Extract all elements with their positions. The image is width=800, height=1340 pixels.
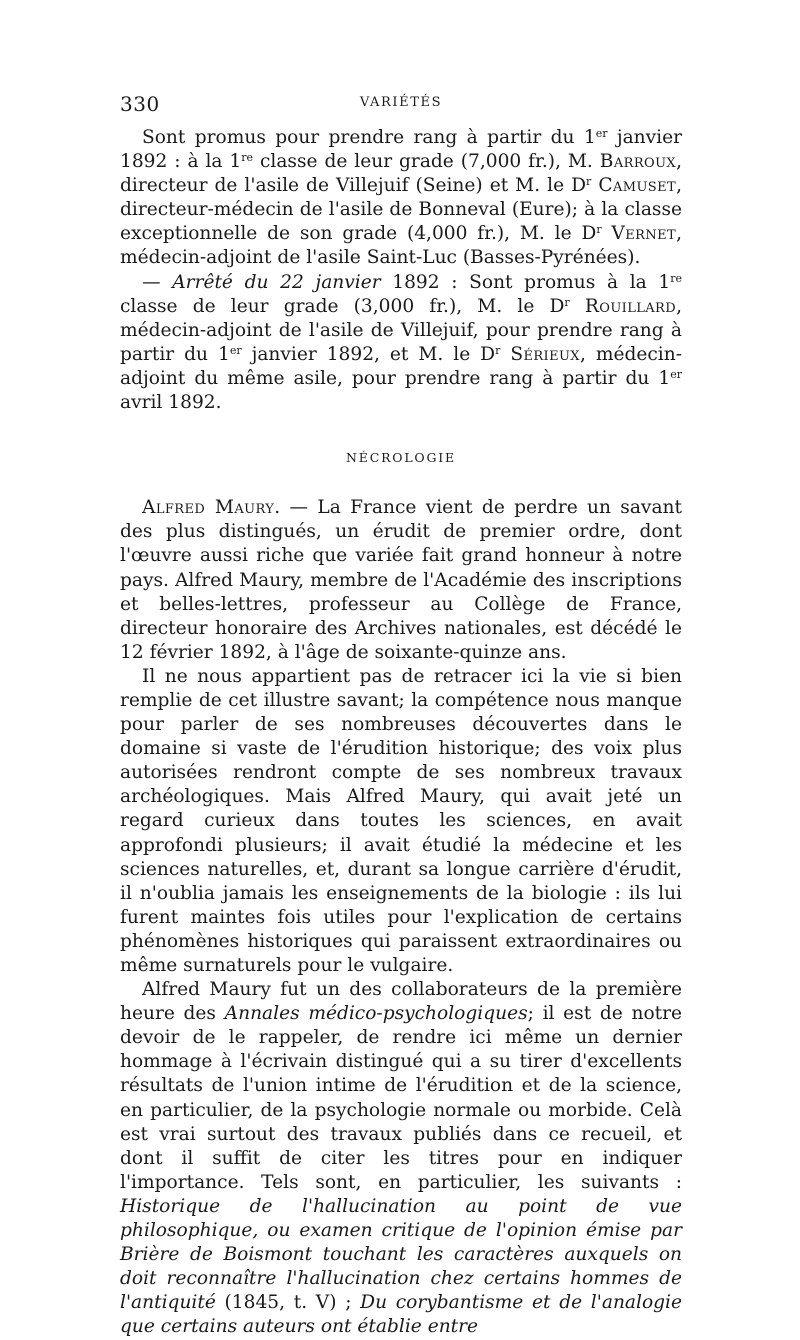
person-name: Alfred Maury [142,497,275,519]
arrete-date: Arrêté du 22 janvier [172,271,381,293]
section-title-necrologie: NÉCROLOGIE [346,450,456,466]
paragraph-maury-career: Il ne nous appartient pas de retracer ici la vie si bien remplie de cet illustre savant; la compétence nous manque pour parler de ses nombreuses découvertes dans le domaine si vaste de l'érudition historique; des voix plus autorisées rendront compte de ses nombreux travaux archéologiques. Mais Alfred Maury, qui avait jeté un regard curieux dans toutes les sciences, en avait approfondi plusieurs; il avait étudié la médecine et les sciences naturelles, et, durant sa longue carrière d'érudit, il n'oublia jamais les enseignements de la biologie : ils lui furent maintes fois utiles pour l'explication de certains phénomènes historiques qui paraissent extraordinaires ou même surnaturels pour le vulgaire. [120,665,682,976]
person-name: Vernet [611,223,677,245]
work-title: Historique de l'hallucination au point de vue philosophique, ou examen critique de l'opinion émise par Brière de Boismont touchant les caractères auxquels on doit reconnaître l'hallucination chez certains hommes de l'antiquité [120,1195,682,1314]
paragraph-arrete-22-janvier: — Arrêté du 22 janvier 1892 : Sont promus à la 1re classe de leur grade (3,000 fr.), M. le $D^r$ Rouillard, médecin-adjoint de l'asile de Villejuif, pour prendre rang à partir du 1er janvier 1892, et M. le $D^r$ Sérieux, médecin-adjoint du même asile, pour prendre rang à partir du 1er avril 1892. [120,271,683,414]
person-name: Camuset [598,175,677,197]
work-title: Du corybantisme et de l'analogie que certains auteurs ont établie entre [120,1292,682,1338]
running-title: VARIÉTÉS [359,95,443,110]
page-number: 330 [120,92,160,116]
body-text [120,126,682,1340]
person-name: Sérieux [510,343,580,365]
person-name: Rouillard [584,295,677,317]
paragraph-promotions-1892: Sont promus pour prendre rang à partir du 1er janvier 1892 : à la 1re classe de leur grade (7,000 fr.), M. Barroux, directeur de l'asile de Villejuif (Seine) et M. le $D^r$ Camuset, directeur-médecin de l'asile de Bonneval (Eure); à la classe exceptionnelle de son grade (4,000 fr.), M. le $D^r$ Vernet, médecin-adjoint de l'asile Saint-Luc (Basses-Pyrénées). [120,127,682,269]
paragraph-maury-annales: Alfred Maury fut un des collaborateurs de la première heure des Annales médico-psychologiques; il est de notre devoir de le rappeler, de rendre ici même un dernier hommage à l'écrivain distingué qui a su tirer d'excellents résultats de l'union intime de l'érudition et de la science, en particulier, de la psychologie normale ou morbide. Celà est vrai surtout des travaux publiés dans ce recueil, et dont il suffit de citer les titres pour en indiquer l'importance. Tels sont, en particulier, les suivants : Historique de l'hallucination au point de vue philosophique, ou examen critique de l'opinion émise par Brière de Boismont touchant les caractères auxquels on doit reconnaître l'hallucination chez certains hommes de l'antiquité (1845, t. V) ; Du corybantisme et de l'analogie que certains auteurs ont établie entre [120,979,682,1338]
paragraph-alfred-maury-intro: Alfred Maury. — La France vient de perdre un savant des plus distingués, un érudit de premier ordre, dont l'œuvre aussi riche que variée fait grand honneur à notre pays. Alfred Maury, membre de l'Académie des inscriptions et belles-lettres, professeur au Collège de France, directeur honoraire des Archives nationales, est décédé le 12 février 1892, à l'âge de soixante-quinze ans. [120,497,682,663]
page-header [120,92,682,116]
journal-title: Annales médico-psychologiques [224,1003,528,1025]
person-name: Barroux [599,151,677,173]
